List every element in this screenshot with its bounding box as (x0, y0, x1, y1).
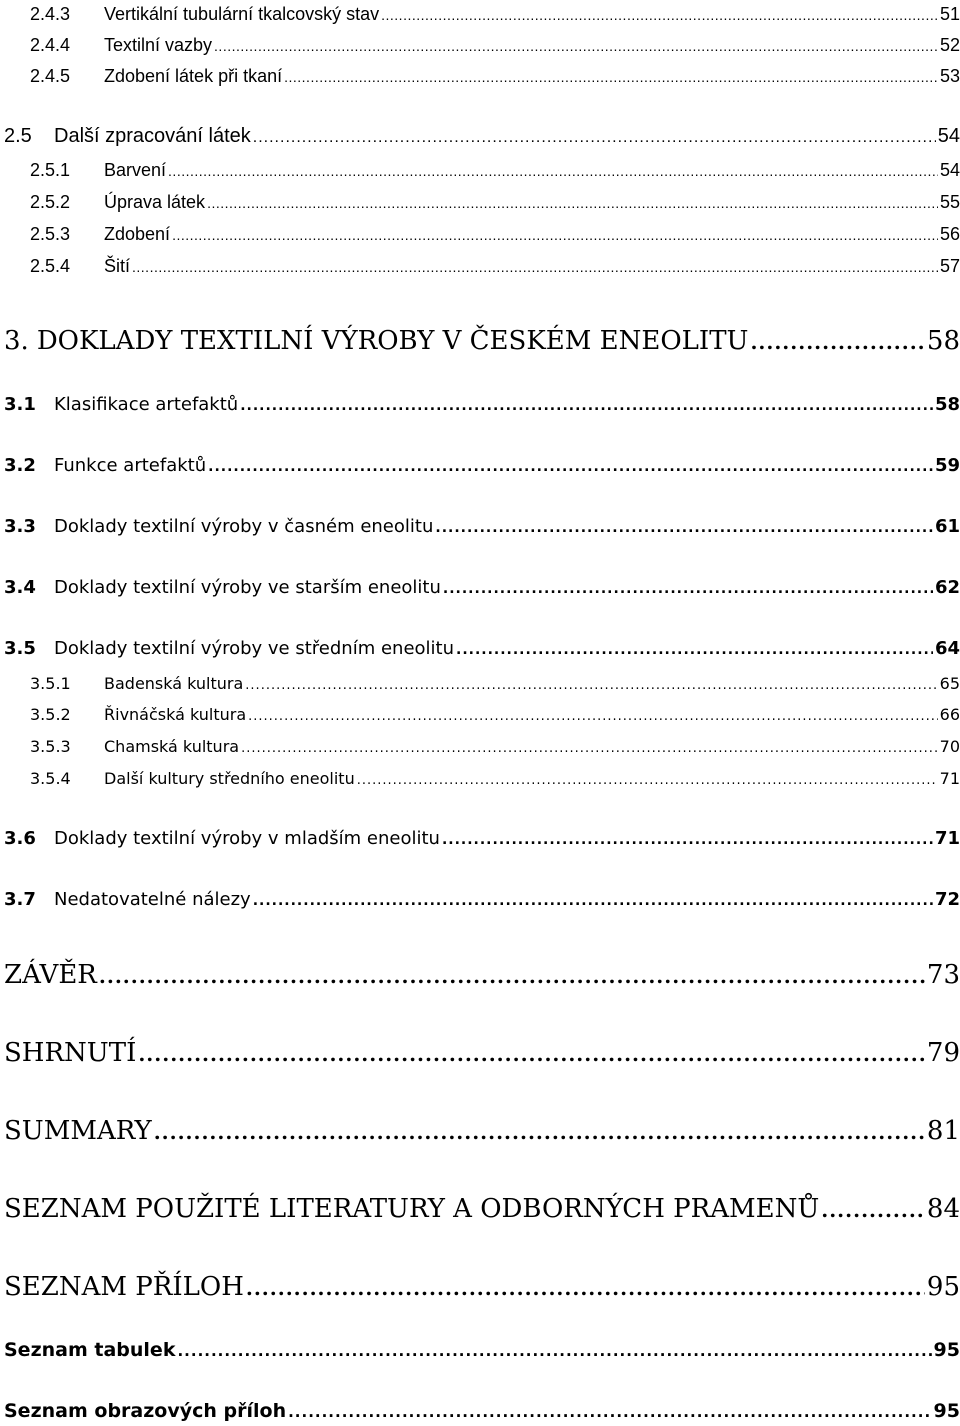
entry-title: ZÁVĚR (4, 960, 97, 990)
entry-title: Další kultury středního eneolitu (104, 769, 355, 788)
entry-title: SHRNUTÍ (4, 1038, 137, 1068)
entry-page: 95 (926, 1272, 960, 1302)
entry-page: 58 (926, 326, 960, 356)
dot-leader (241, 737, 938, 761)
toc-entry-3-4[interactable] (0, 574, 960, 602)
dot-leader (168, 159, 938, 183)
dot-leader (443, 575, 933, 603)
entry-page: 57 (939, 256, 960, 276)
toc-entry-3-5[interactable] (0, 635, 960, 663)
entry-title: Klasifikace artefaktů (54, 394, 239, 415)
entry-title: SEZNAM PŘÍLOH (4, 1272, 244, 1302)
dot-leader (246, 1271, 925, 1305)
toc-chapter-summary[interactable] (0, 1114, 960, 1148)
entry-title: Doklady textilní výroby v časném eneolitu (54, 516, 434, 537)
entry-number: 3.3 (4, 516, 36, 537)
entry-number: 2.5 (4, 125, 32, 147)
entry-page: 54 (937, 125, 960, 147)
entry-number: 3.4 (4, 577, 36, 598)
entry-title: Barvení (104, 160, 167, 180)
entry-number: 3.5 (4, 638, 36, 659)
entry-page: 52 (939, 35, 960, 55)
entry-number: 3.5.2 (30, 705, 71, 724)
entry-page: 62 (934, 577, 960, 598)
entry-page: 51 (939, 4, 960, 24)
entry-title: Doklady textilní výroby v mladším eneolitu (54, 828, 440, 849)
entry-page: 64 (934, 638, 960, 659)
dot-leader (750, 325, 924, 359)
dot-leader (177, 1337, 931, 1365)
entry-title: Textilní vazby (104, 35, 213, 55)
entry-page: 71 (939, 769, 960, 788)
entry-title: Doklady textilní výroby ve starším eneolitu (54, 577, 441, 598)
toc-entry-2-4-4[interactable] (0, 33, 960, 57)
entry-title: Šití (104, 256, 131, 276)
entry-title: Seznam tabulek (4, 1339, 176, 1361)
toc-entry-3-5-4[interactable] (0, 767, 960, 791)
entry-page: 73 (926, 960, 960, 990)
dot-leader (245, 674, 937, 698)
toc-chapter-appendices[interactable] (0, 1270, 960, 1304)
dot-leader (357, 769, 938, 793)
entry-title: Vertikální tubulární tkalcovský stav (104, 4, 380, 24)
entry-page: 53 (939, 66, 960, 86)
toc-entry-figures[interactable] (0, 1397, 960, 1425)
toc-entry-3-5-3[interactable] (0, 735, 960, 759)
dot-leader (435, 514, 933, 542)
entry-number: 2.5.4 (30, 256, 71, 276)
entry-title: Seznam obrazových příloh (4, 1400, 287, 1422)
dot-leader (154, 1115, 925, 1149)
entry-number: 3.5.4 (30, 769, 71, 788)
dot-leader (138, 1037, 925, 1071)
entry-title: Nedatovatelné nálezy (54, 889, 251, 910)
entry-title: Chamská kultura (104, 737, 240, 756)
entry-page: 61 (934, 516, 960, 537)
entry-title: Doklady textilní výroby ve středním eneolitu (54, 638, 454, 659)
toc-chapter-literature[interactable] (0, 1192, 960, 1226)
entry-number: 3.6 (4, 828, 36, 849)
entry-title: Funkce artefaktů (54, 455, 207, 476)
entry-number: 3.5.3 (30, 737, 71, 756)
entry-page: 71 (934, 828, 960, 849)
dot-leader (240, 392, 933, 420)
entry-page: 56 (939, 224, 960, 244)
entry-page: 66 (939, 705, 960, 724)
dot-leader (208, 453, 933, 481)
dot-leader (456, 636, 933, 664)
toc-entry-3-2[interactable] (0, 452, 960, 480)
entry-page: 55 (939, 192, 960, 212)
entry-number: 3.7 (4, 889, 36, 910)
dot-leader (253, 124, 936, 152)
entry-number: 3.2 (4, 455, 36, 476)
entry-title: Úprava látek (104, 192, 206, 212)
entry-title: SUMMARY (4, 1116, 152, 1146)
toc-entry-2-5-4[interactable] (0, 254, 960, 278)
entry-number: 2.4.3 (30, 4, 71, 24)
entry-number: 3.5.1 (30, 674, 71, 693)
entry-page: 54 (939, 160, 960, 180)
dot-leader (442, 826, 933, 854)
dot-leader (172, 223, 938, 247)
entry-number: 3. (4, 326, 29, 356)
entry-title: Řivnáčská kultura (104, 705, 247, 724)
dot-leader (214, 34, 938, 58)
entry-page: 79 (926, 1038, 960, 1068)
dot-leader (207, 191, 938, 215)
toc-entry-2-5[interactable] (0, 122, 960, 150)
entry-number: 2.4.4 (30, 35, 71, 55)
toc-entry-3-3[interactable] (0, 513, 960, 541)
entry-number: 2.5.2 (30, 192, 71, 212)
toc-entry-3-5-1[interactable] (0, 672, 960, 696)
toc-entry-3-7[interactable] (0, 886, 960, 914)
dot-leader (253, 887, 933, 915)
toc-entry-2-4-5[interactable] (0, 64, 960, 88)
entry-page: 65 (939, 674, 960, 693)
toc-entry-3-6[interactable] (0, 825, 960, 853)
toc-entry-2-4-3[interactable] (0, 2, 960, 26)
dot-leader (284, 65, 938, 89)
entry-title: Další zpracování látek (54, 125, 251, 147)
dot-leader (99, 959, 925, 993)
toc-chapter-3[interactable] (0, 324, 960, 358)
toc-entry-3-5-2[interactable] (0, 703, 960, 727)
toc-chapter-shrnuti[interactable] (0, 1036, 960, 1070)
dot-leader (381, 3, 938, 27)
entry-title: Zdobení látek při tkaní (104, 66, 283, 86)
dot-leader (132, 255, 938, 279)
entry-page: 84 (926, 1194, 960, 1224)
entry-page: 59 (934, 455, 960, 476)
entry-page: 81 (926, 1116, 960, 1146)
entry-number: 3.1 (4, 394, 36, 415)
entry-number: 2.5.1 (30, 160, 71, 180)
entry-page: 95 (933, 1400, 960, 1422)
entry-title: Badenská kultura (104, 674, 244, 693)
entry-title: SEZNAM POUŽITÉ LITERATURY A ODBORNÝCH PRAMENŮ (4, 1194, 820, 1224)
entry-page: 95 (933, 1339, 960, 1361)
toc-entry-2-5-2[interactable] (0, 190, 960, 214)
entry-title: Zdobení (104, 224, 171, 244)
toc-entry-2-5-1[interactable] (0, 158, 960, 182)
entry-page: 72 (934, 889, 960, 910)
entry-number: 2.5.3 (30, 224, 71, 244)
toc-chapter-zaver[interactable] (0, 958, 960, 992)
entry-title: DOKLADY TEXTILNÍ VÝROBY V ČESKÉM ENEOLITU (36, 326, 749, 356)
entry-page: 70 (939, 737, 960, 756)
entry-page: 58 (934, 394, 960, 415)
toc-entry-3-1[interactable] (0, 391, 960, 419)
dot-leader (288, 1398, 931, 1426)
entry-number: 2.4.5 (30, 66, 71, 86)
dot-leader (248, 705, 938, 729)
dot-leader (821, 1193, 925, 1227)
toc-entry-tables[interactable] (0, 1336, 960, 1364)
toc-entry-2-5-3[interactable] (0, 222, 960, 246)
